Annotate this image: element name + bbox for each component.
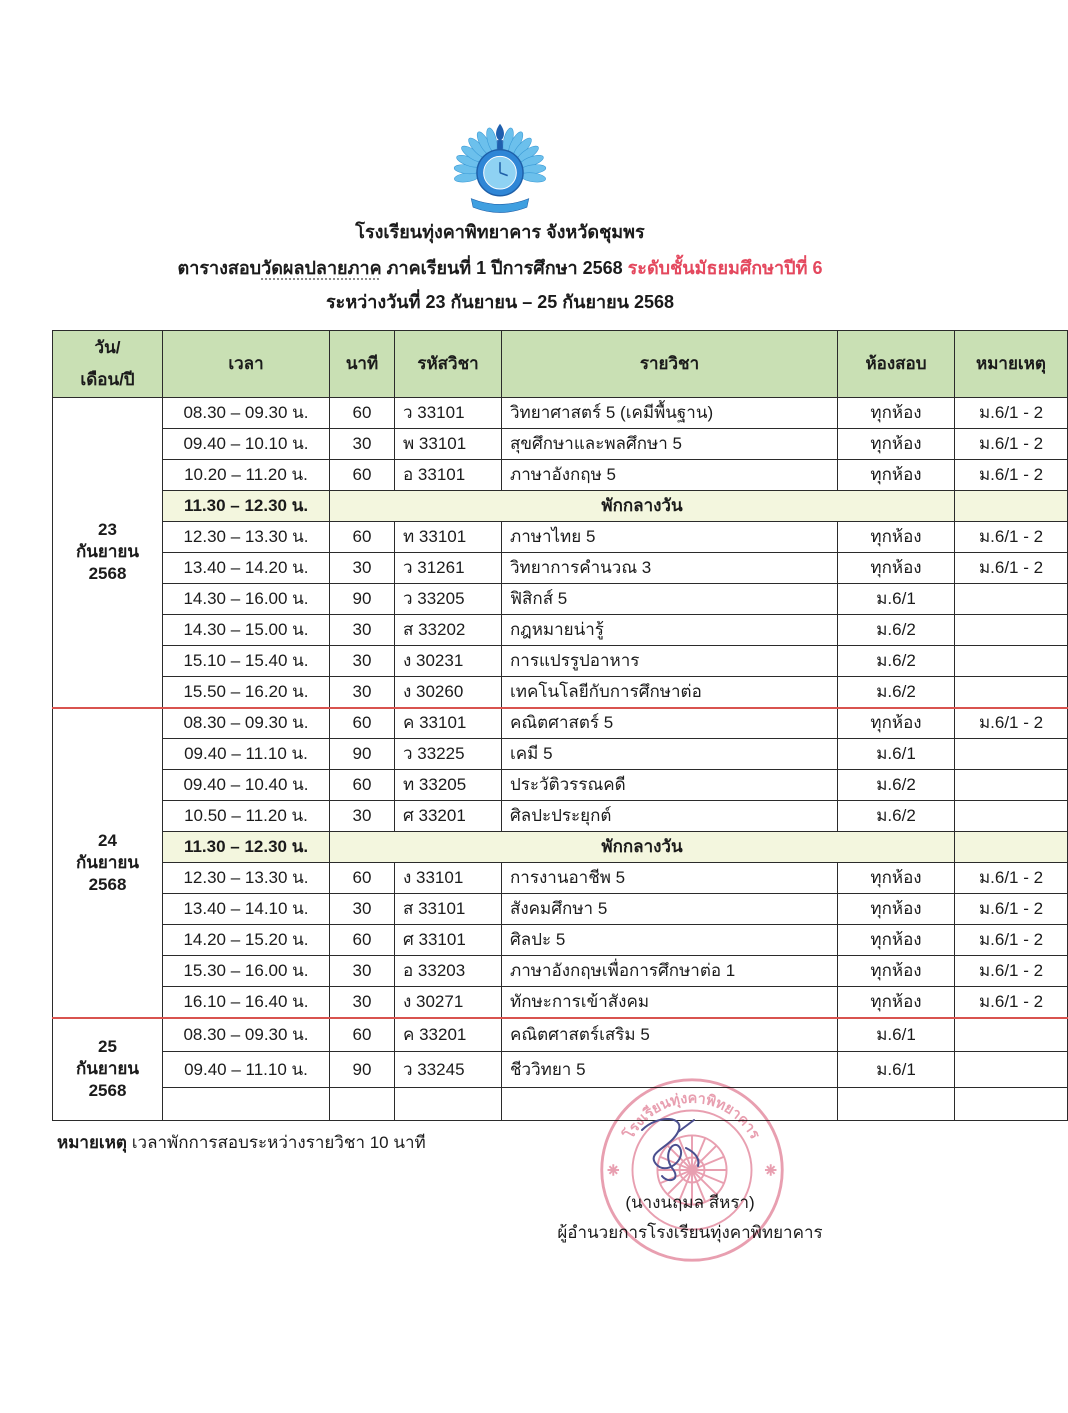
exam-room: ทุกห้อง — [838, 863, 955, 894]
exam-time: 10.20 – 11.20 น. — [163, 460, 330, 491]
exam-room: ทุกห้อง — [838, 429, 955, 460]
table-row — [53, 863, 1068, 894]
subject-name: ศิลปะประยุกต์ — [502, 801, 838, 832]
empty-cell — [955, 491, 1068, 522]
empty-cell — [955, 1088, 1068, 1121]
exam-remark: ม.6/1 - 2 — [955, 398, 1068, 429]
table-row — [53, 894, 1068, 925]
subject-name: ทักษะการเข้าสังคม — [502, 987, 838, 1018]
exam-date-cell — [53, 708, 163, 1018]
exam-remark — [955, 801, 1068, 832]
empty-cell — [955, 832, 1068, 863]
exam-minutes: 60 — [330, 708, 395, 739]
exam-title-level: ระดับชั้นมัธยมศึกษาปีที่ 6 — [627, 258, 823, 278]
exam-remark: ม.6/1 - 2 — [955, 925, 1068, 956]
subject-code: อ 33101 — [395, 460, 502, 491]
subject-code: ว 33245 — [395, 1052, 502, 1088]
table-row — [53, 1052, 1068, 1088]
subject-name: วิทยาศาสตร์ 5 (เคมีพื้นฐาน) — [502, 398, 838, 429]
subject-code: ศ 33101 — [395, 925, 502, 956]
subject-name: การแปรรูปอาหาร — [502, 646, 838, 677]
table-row — [53, 1018, 1068, 1052]
col-header-date-line2: เดือน/ปี — [80, 370, 135, 389]
exam-time: 09.40 – 11.10 น. — [163, 739, 330, 770]
exam-remark — [955, 646, 1068, 677]
exam-room: ม.6/1 — [838, 1052, 955, 1088]
exam-remark — [955, 1052, 1068, 1088]
exam-remark: ม.6/1 - 2 — [955, 894, 1068, 925]
exam-title-part1: ตารางสอบ — [177, 258, 262, 278]
exam-room: ม.6/2 — [838, 646, 955, 677]
exam-time: 12.30 – 13.30 น. — [163, 522, 330, 553]
exam-remark — [955, 677, 1068, 708]
exam-minutes: 60 — [330, 1018, 395, 1052]
exam-room: ทุกห้อง — [838, 708, 955, 739]
seal-star-right — [765, 1164, 777, 1176]
logo-emblem-circle — [477, 150, 523, 196]
lunch-break-label: พักกลางวัน — [330, 832, 955, 863]
subject-code: ง 30231 — [395, 646, 502, 677]
subject-name: ฟิสิกส์ 5 — [502, 584, 838, 615]
exam-time: 08.30 – 09.30 น. — [163, 708, 330, 739]
subject-name: ศิลปะ 5 — [502, 925, 838, 956]
exam-remark — [955, 1018, 1068, 1052]
exam-minutes: 90 — [330, 584, 395, 615]
col-header-code: รหัสวิชา — [395, 331, 502, 398]
exam-minutes: 30 — [330, 646, 395, 677]
date-year: 2568 — [88, 1081, 127, 1101]
subject-name: ภาษาอังกฤษ 5 — [502, 460, 838, 491]
date-month: กันยายน — [75, 542, 139, 562]
subject-name: การงานอาชีพ 5 — [502, 863, 838, 894]
subject-code: พ 33101 — [395, 429, 502, 460]
footer-note-label: หมายเหตุ — [57, 1133, 127, 1152]
date-month: กันยายน — [75, 852, 139, 872]
seal-star-left — [608, 1164, 620, 1176]
subject-code: ส 33202 — [395, 615, 502, 646]
exam-time: 13.40 – 14.10 น. — [163, 894, 330, 925]
exam-remark: ม.6/1 - 2 — [955, 987, 1068, 1018]
lunch-break-row — [53, 491, 1068, 522]
exam-room: ทุกห้อง — [838, 925, 955, 956]
exam-time: 15.50 – 16.20 น. — [163, 677, 330, 708]
exam-remark: ม.6/1 - 2 — [955, 429, 1068, 460]
exam-room: ม.6/2 — [838, 801, 955, 832]
exam-minutes: 90 — [330, 1052, 395, 1088]
subject-name: ประวัติวรรณคดี — [502, 770, 838, 801]
table-row — [53, 615, 1068, 646]
exam-room: ทุกห้อง — [838, 522, 955, 553]
exam-room: ม.6/1 — [838, 739, 955, 770]
table-row — [53, 708, 1068, 739]
table-row — [53, 460, 1068, 491]
exam-time: 14.20 – 15.20 น. — [163, 925, 330, 956]
col-header-remark: หมายเหตุ — [955, 331, 1068, 398]
exam-time: 08.30 – 09.30 น. — [163, 1018, 330, 1052]
exam-date-cell — [53, 398, 163, 708]
table-row — [53, 801, 1068, 832]
exam-room: ม.6/1 — [838, 584, 955, 615]
exam-remark — [955, 770, 1068, 801]
exam-remark: ม.6/1 - 2 — [955, 460, 1068, 491]
exam-minutes: 60 — [330, 522, 395, 553]
table-row — [53, 522, 1068, 553]
exam-minutes: 60 — [330, 460, 395, 491]
exam-time: 13.40 – 14.20 น. — [163, 553, 330, 584]
exam-remark: ม.6/1 - 2 — [955, 956, 1068, 987]
date-year: 2568 — [88, 874, 127, 894]
exam-date-range: ระหว่างวันที่ 23 กันยายน – 25 กันยายน 2568 — [325, 292, 674, 312]
signer-name: (นางนฤมล สีหรา) — [625, 1193, 755, 1212]
table-row — [53, 646, 1068, 677]
subject-name: เทคโนโลยีกับการศึกษาต่อ — [502, 677, 838, 708]
lunch-time: 11.30 – 12.30 น. — [163, 832, 330, 863]
date-day: 23 — [98, 520, 117, 540]
exam-minutes: 30 — [330, 429, 395, 460]
exam-time: 08.30 – 09.30 น. — [163, 398, 330, 429]
exam-remark: ม.6/1 - 2 — [955, 708, 1068, 739]
lunch-break-row — [53, 832, 1068, 863]
subject-code: ท 33205 — [395, 770, 502, 801]
date-month: กันยายน — [75, 1059, 139, 1079]
date-day: 25 — [98, 1037, 117, 1057]
exam-schedule-table — [52, 330, 1068, 1121]
exam-title-part3: ภาคเรียนที่ 1 ปีการศึกษา 2568 — [381, 258, 628, 278]
exam-minutes: 30 — [330, 956, 395, 987]
exam-title-part2: วัดผลปลายภาค — [261, 258, 382, 278]
table-row — [53, 553, 1068, 584]
exam-time: 12.30 – 13.30 น. — [163, 863, 330, 894]
subject-name: วิทยาการคำนวณ 3 — [502, 553, 838, 584]
signer-title: ผู้อำนวยการโรงเรียนทุ่งคาพิทยาคาร — [557, 1223, 823, 1242]
table-row — [53, 770, 1068, 801]
lunch-break-label: พักกลางวัน — [330, 491, 955, 522]
subject-code: ค 33101 — [395, 708, 502, 739]
table-row — [53, 429, 1068, 460]
exam-room: ม.6/1 — [838, 1018, 955, 1052]
exam-time: 09.40 – 11.10 น. — [163, 1052, 330, 1088]
exam-remark — [955, 584, 1068, 615]
subject-code: ว 33101 — [395, 398, 502, 429]
signature-stroke — [642, 1119, 698, 1180]
exam-remark: ม.6/1 - 2 — [955, 522, 1068, 553]
empty-cell — [395, 1088, 502, 1121]
exam-time: 09.40 – 10.40 น. — [163, 770, 330, 801]
exam-time: 10.50 – 11.20 น. — [163, 801, 330, 832]
exam-date-cell — [53, 1018, 163, 1121]
exam-room: ทุกห้อง — [838, 956, 955, 987]
exam-room: ทุกห้อง — [838, 398, 955, 429]
empty-cell — [163, 1088, 330, 1121]
footer-note — [57, 1130, 426, 1156]
subject-name: กฎหมายน่ารู้ — [502, 615, 838, 646]
subject-name: คณิตศาสตร์เสริม 5 — [502, 1018, 838, 1052]
date-year: 2568 — [88, 564, 127, 584]
seal-text-arc: โรงเรียนทุ่งคาพิทยาคาร — [621, 1090, 763, 1142]
subject-name: ชีววิทยา 5 — [502, 1052, 838, 1088]
subject-name: ภาษาอังกฤษเพื่อการศึกษาต่อ 1 — [502, 956, 838, 987]
col-header-date — [53, 331, 163, 398]
empty-cell — [330, 1088, 395, 1121]
exam-time: 16.10 – 16.40 น. — [163, 987, 330, 1018]
exam-minutes: 90 — [330, 739, 395, 770]
exam-room: ทุกห้อง — [838, 553, 955, 584]
exam-time: 14.30 – 15.00 น. — [163, 615, 330, 646]
subject-code: ส 33101 — [395, 894, 502, 925]
exam-room: ทุกห้อง — [838, 987, 955, 1018]
exam-minutes: 30 — [330, 894, 395, 925]
exam-minutes: 60 — [330, 770, 395, 801]
exam-remark: ม.6/1 - 2 — [955, 863, 1068, 894]
exam-minutes: 30 — [330, 801, 395, 832]
logo-ribbon — [471, 199, 529, 213]
subject-code: ศ 33201 — [395, 801, 502, 832]
date-day: 24 — [98, 830, 117, 850]
logo-torch — [496, 124, 504, 150]
subject-code: อ 33203 — [395, 956, 502, 987]
subject-name: ภาษาไทย 5 — [502, 522, 838, 553]
school-name-title: โรงเรียนทุ่งคาพิทยาคาร จังหวัดชุมพร — [355, 222, 645, 242]
exam-time: 15.30 – 16.00 น. — [163, 956, 330, 987]
exam-room: ทุกห้อง — [838, 460, 955, 491]
subject-code: ว 33205 — [395, 584, 502, 615]
exam-minutes: 60 — [330, 863, 395, 894]
col-header-room: ห้องสอบ — [838, 331, 955, 398]
exam-room: ม.6/2 — [838, 677, 955, 708]
subject-name: สุขศึกษาและพลศึกษา 5 — [502, 429, 838, 460]
exam-title — [0, 255, 1000, 281]
subject-code: ง 33101 — [395, 863, 502, 894]
exam-time: 09.40 – 10.10 น. — [163, 429, 330, 460]
table-row — [53, 956, 1068, 987]
table-row — [53, 925, 1068, 956]
subject-code: ง 30271 — [395, 987, 502, 1018]
table-row — [53, 584, 1068, 615]
exam-minutes: 30 — [330, 677, 395, 708]
table-row — [53, 398, 1068, 429]
exam-minutes: 30 — [330, 553, 395, 584]
exam-room: ม.6/2 — [838, 770, 955, 801]
subject-code: ท 33101 — [395, 522, 502, 553]
subject-name: คณิตศาสตร์ 5 — [502, 708, 838, 739]
subject-name: เคมี 5 — [502, 739, 838, 770]
exam-room: ทุกห้อง — [838, 894, 955, 925]
subject-code: ว 33225 — [395, 739, 502, 770]
subject-code: ว 31261 — [395, 553, 502, 584]
subject-name: สังคมศึกษา 5 — [502, 894, 838, 925]
table-row — [53, 739, 1068, 770]
table-header-row — [53, 331, 1068, 398]
lunch-time: 11.30 – 12.30 น. — [163, 491, 330, 522]
exam-time: 15.10 – 15.40 น. — [163, 646, 330, 677]
exam-remark — [955, 739, 1068, 770]
table-row — [53, 677, 1068, 708]
col-header-minutes: นาที — [330, 331, 395, 398]
exam-minutes: 60 — [330, 398, 395, 429]
exam-remark — [955, 615, 1068, 646]
school-logo — [452, 118, 548, 214]
signature-mark — [628, 1108, 720, 1186]
col-header-subject: รายวิชา — [502, 331, 838, 398]
exam-minutes: 30 — [330, 987, 395, 1018]
subject-code: ง 30260 — [395, 677, 502, 708]
table-row — [53, 987, 1068, 1018]
subject-code: ค 33201 — [395, 1018, 502, 1052]
exam-room: ม.6/2 — [838, 615, 955, 646]
exam-remark: ม.6/1 - 2 — [955, 553, 1068, 584]
col-header-time: เวลา — [163, 331, 330, 398]
empty-cell — [838, 1088, 955, 1121]
col-header-date-line1: วัน/ — [94, 338, 121, 357]
footer-note-text: เวลาพักการสอบระหว่างรายวิชา 10 นาที — [126, 1133, 426, 1152]
exam-time: 14.30 – 16.00 น. — [163, 584, 330, 615]
exam-minutes: 60 — [330, 925, 395, 956]
empty-table-row — [53, 1088, 1068, 1121]
exam-minutes: 30 — [330, 615, 395, 646]
